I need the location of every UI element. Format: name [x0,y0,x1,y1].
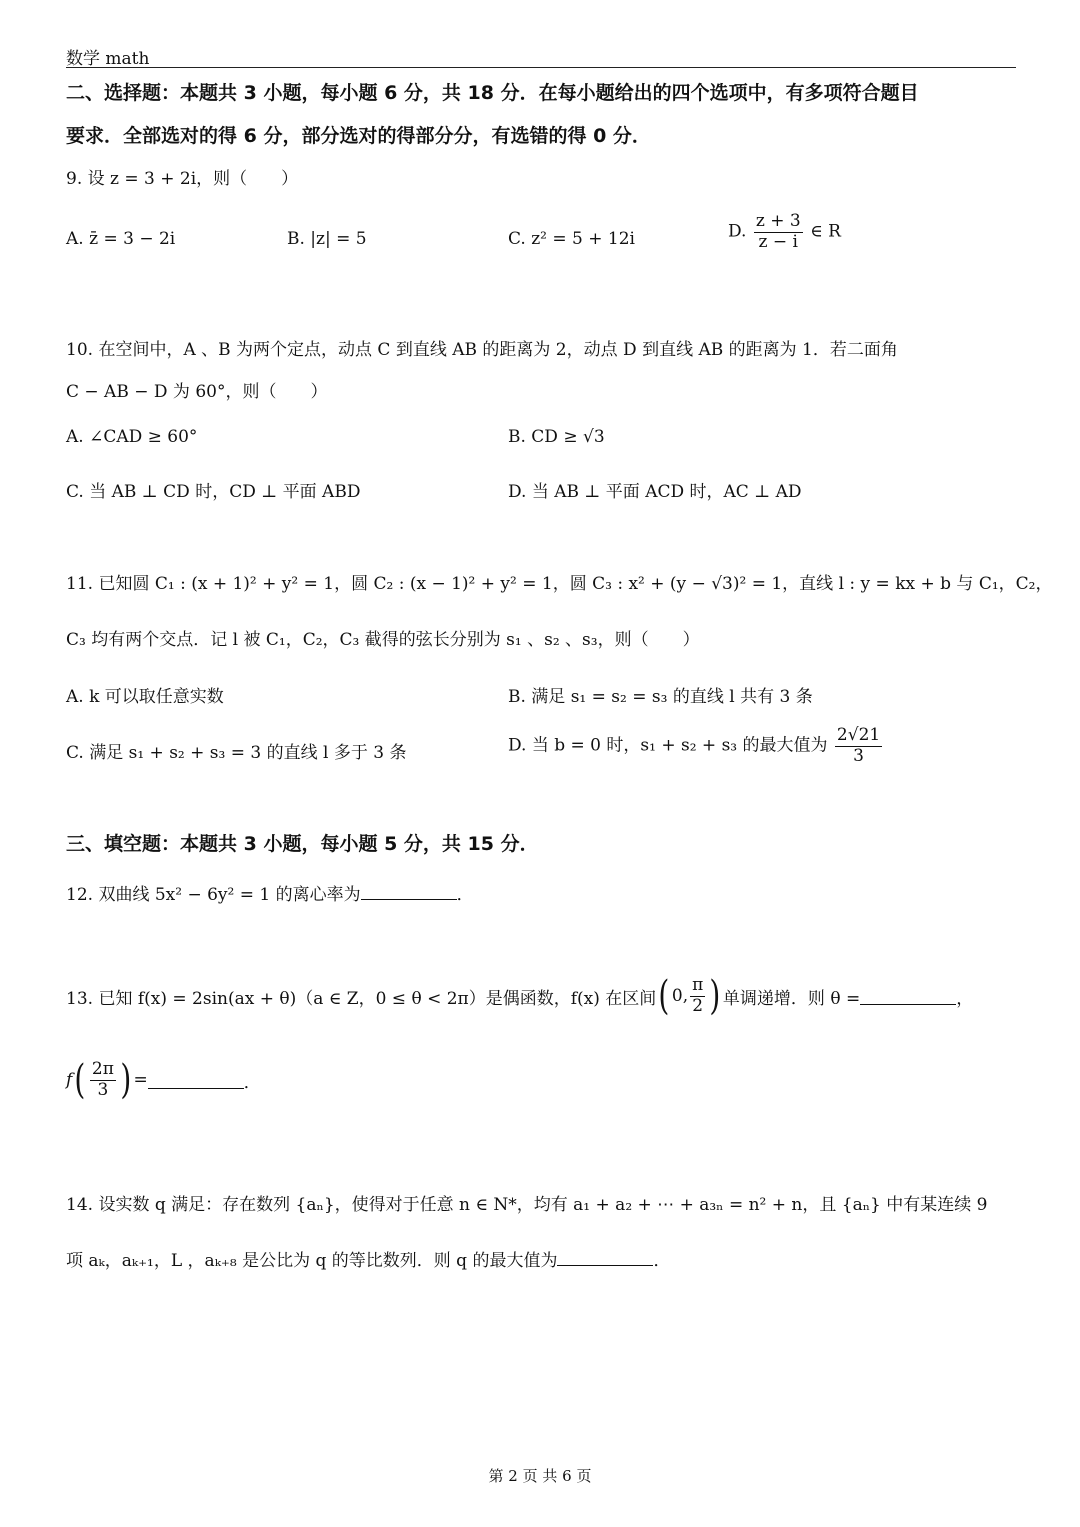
answer-blank [361,883,457,900]
equals-sign: = [133,1070,148,1091]
question-14-end: ． [653,1251,671,1271]
question-9-option-d-fraction [754,212,803,252]
function-label: f [66,1070,73,1091]
question-11-option-c: C. 满足 s₁ + s₂ + s₃ = 3 的直线 l 多于 3 条 [66,743,407,763]
question-13-line1 [66,973,974,1020]
fraction-denominator: 3 [97,1079,109,1100]
question-9-option-c: C. z² = 5 + 12i [508,229,635,249]
fraction-numerator: 2√21 [836,725,881,745]
section3-title: 三、填空题：本题共 3 小题，每小题 5 分，共 15 分． [66,833,539,855]
page-number-footer: 第 2 页 共 6 页 [488,1467,592,1485]
fraction-numerator: z + 3 [755,211,801,231]
question-12 [66,880,474,905]
interval-fraction [690,976,705,1016]
fraction-numerator: π [692,975,704,995]
question-9-option-b: B. |z| = 5 [287,229,367,249]
question-13-stem-a: 13. 已知 f(x) = 2sin(ax + θ)（a ∈ Z，0 ≤ θ < 2π）是偶函数，f(x) 在区间 [66,988,657,1009]
page-header-title: 数学 math [66,49,150,69]
question-11-option-d-fraction [835,726,882,766]
fraction-denominator: 3 [853,745,864,766]
question-9-option-d-label: D. [728,221,747,242]
question-13-stem-b: 单调递增．则 θ = [722,988,861,1009]
f-argument-fraction [90,1060,116,1100]
left-paren: ( [74,1057,86,1104]
question-14-line2 [66,1246,670,1271]
header-divider [66,67,1016,68]
section2-instructions-line1: 二、选择题：本题共 3 小题，每小题 6 分，共 18 分．在每小题给出的四个选项中，有多项符合题目 [66,82,919,104]
question-9-option-d-tail: ∈ R [810,221,841,242]
question-13-comma: ， [956,988,974,1009]
question-13-line2 [66,1057,261,1104]
question-11-option-b: B. 满足 s₁ = s₂ = s₃ 的直线 l 共有 3 条 [508,687,813,707]
question-10-option-d: D. 当 AB ⊥ 平面 ACD 时，AC ⊥ AD [508,482,802,502]
question-11-stem-line2: C₃ 均有两个交点．记 l 被 C₁，C₂，C₃ 截得的弦长分别为 s₁ 、s₂ 、s₃，则（ ） [66,630,700,650]
fraction-numerator: 2π [91,1059,114,1079]
question-9-option-a: A. z̄ = 3 − 2i [66,229,176,249]
question-9-option-d [728,212,841,252]
question-12-stem: 12. 双曲线 5x² − 6y² = 1 的离心率为 [66,885,361,905]
question-10-option-c: C. 当 AB ⊥ CD 时，CD ⊥ 平面 ABD [66,482,361,502]
question-10-stem-line2: C − AB − D 为 60°，则（ ） [66,382,328,402]
answer-blank-theta [860,988,956,1005]
right-paren: ) [709,973,721,1020]
question-12-end: ． [456,885,474,905]
question-13-end: ． [243,1072,261,1093]
question-9-stem: 9. 设 z = 3 + 2i，则（ ） [66,169,299,189]
question-14-stem-line2: 项 aₖ，aₖ₊₁，L ，aₖ₊₈ 是公比为 q 的等比数列．则 q 的最大值为 [66,1251,558,1271]
question-10-stem-line1: 10. 在空间中，A 、B 为两个定点，动点 C 到直线 AB 的距离为 2，动点 D 到直线 AB 的距离为 1．若二面角 [66,340,898,360]
question-14-stem-line1: 14. 设实数 q 满足：存在数列 {aₙ}，使得对于任意 n ∈ N*，均有 a₁ + a₂ + ⋯ + a₃ₙ = n² + n，且 {aₙ} 中有某连续 9 [66,1195,988,1215]
section2-instructions-line2: 要求．全部选对的得 6 分，部分选对的得部分分，有选错的得 0 分． [66,125,651,147]
fraction-denominator: 2 [692,995,704,1016]
left-paren: ( [658,973,670,1020]
question-11-option-d [508,726,884,766]
question-10-option-b: B. CD ≥ √3 [508,427,605,447]
question-10-option-a: A. ∠CAD ≥ 60° [66,427,198,447]
answer-blank-value [148,1072,244,1089]
right-paren: ) [120,1057,132,1104]
answer-blank [557,1249,653,1266]
interval-left: 0, [671,986,689,1007]
fraction-denominator: z − i [758,231,798,252]
question-11-option-d-text: D. 当 b = 0 时，s₁ + s₂ + s₃ 的最大值为 [508,735,828,756]
question-11-option-a: A. k 可以取任意实数 [66,687,224,707]
question-11-stem-line1: 11. 已知圆 C₁ : (x + 1)² + y² = 1，圆 C₂ : (x − 1)² + y² = 1，圆 C₃ : x² + (y − √3)² = 1，直线 l : y = kx + b 与 C₁，C₂， [66,574,1053,594]
